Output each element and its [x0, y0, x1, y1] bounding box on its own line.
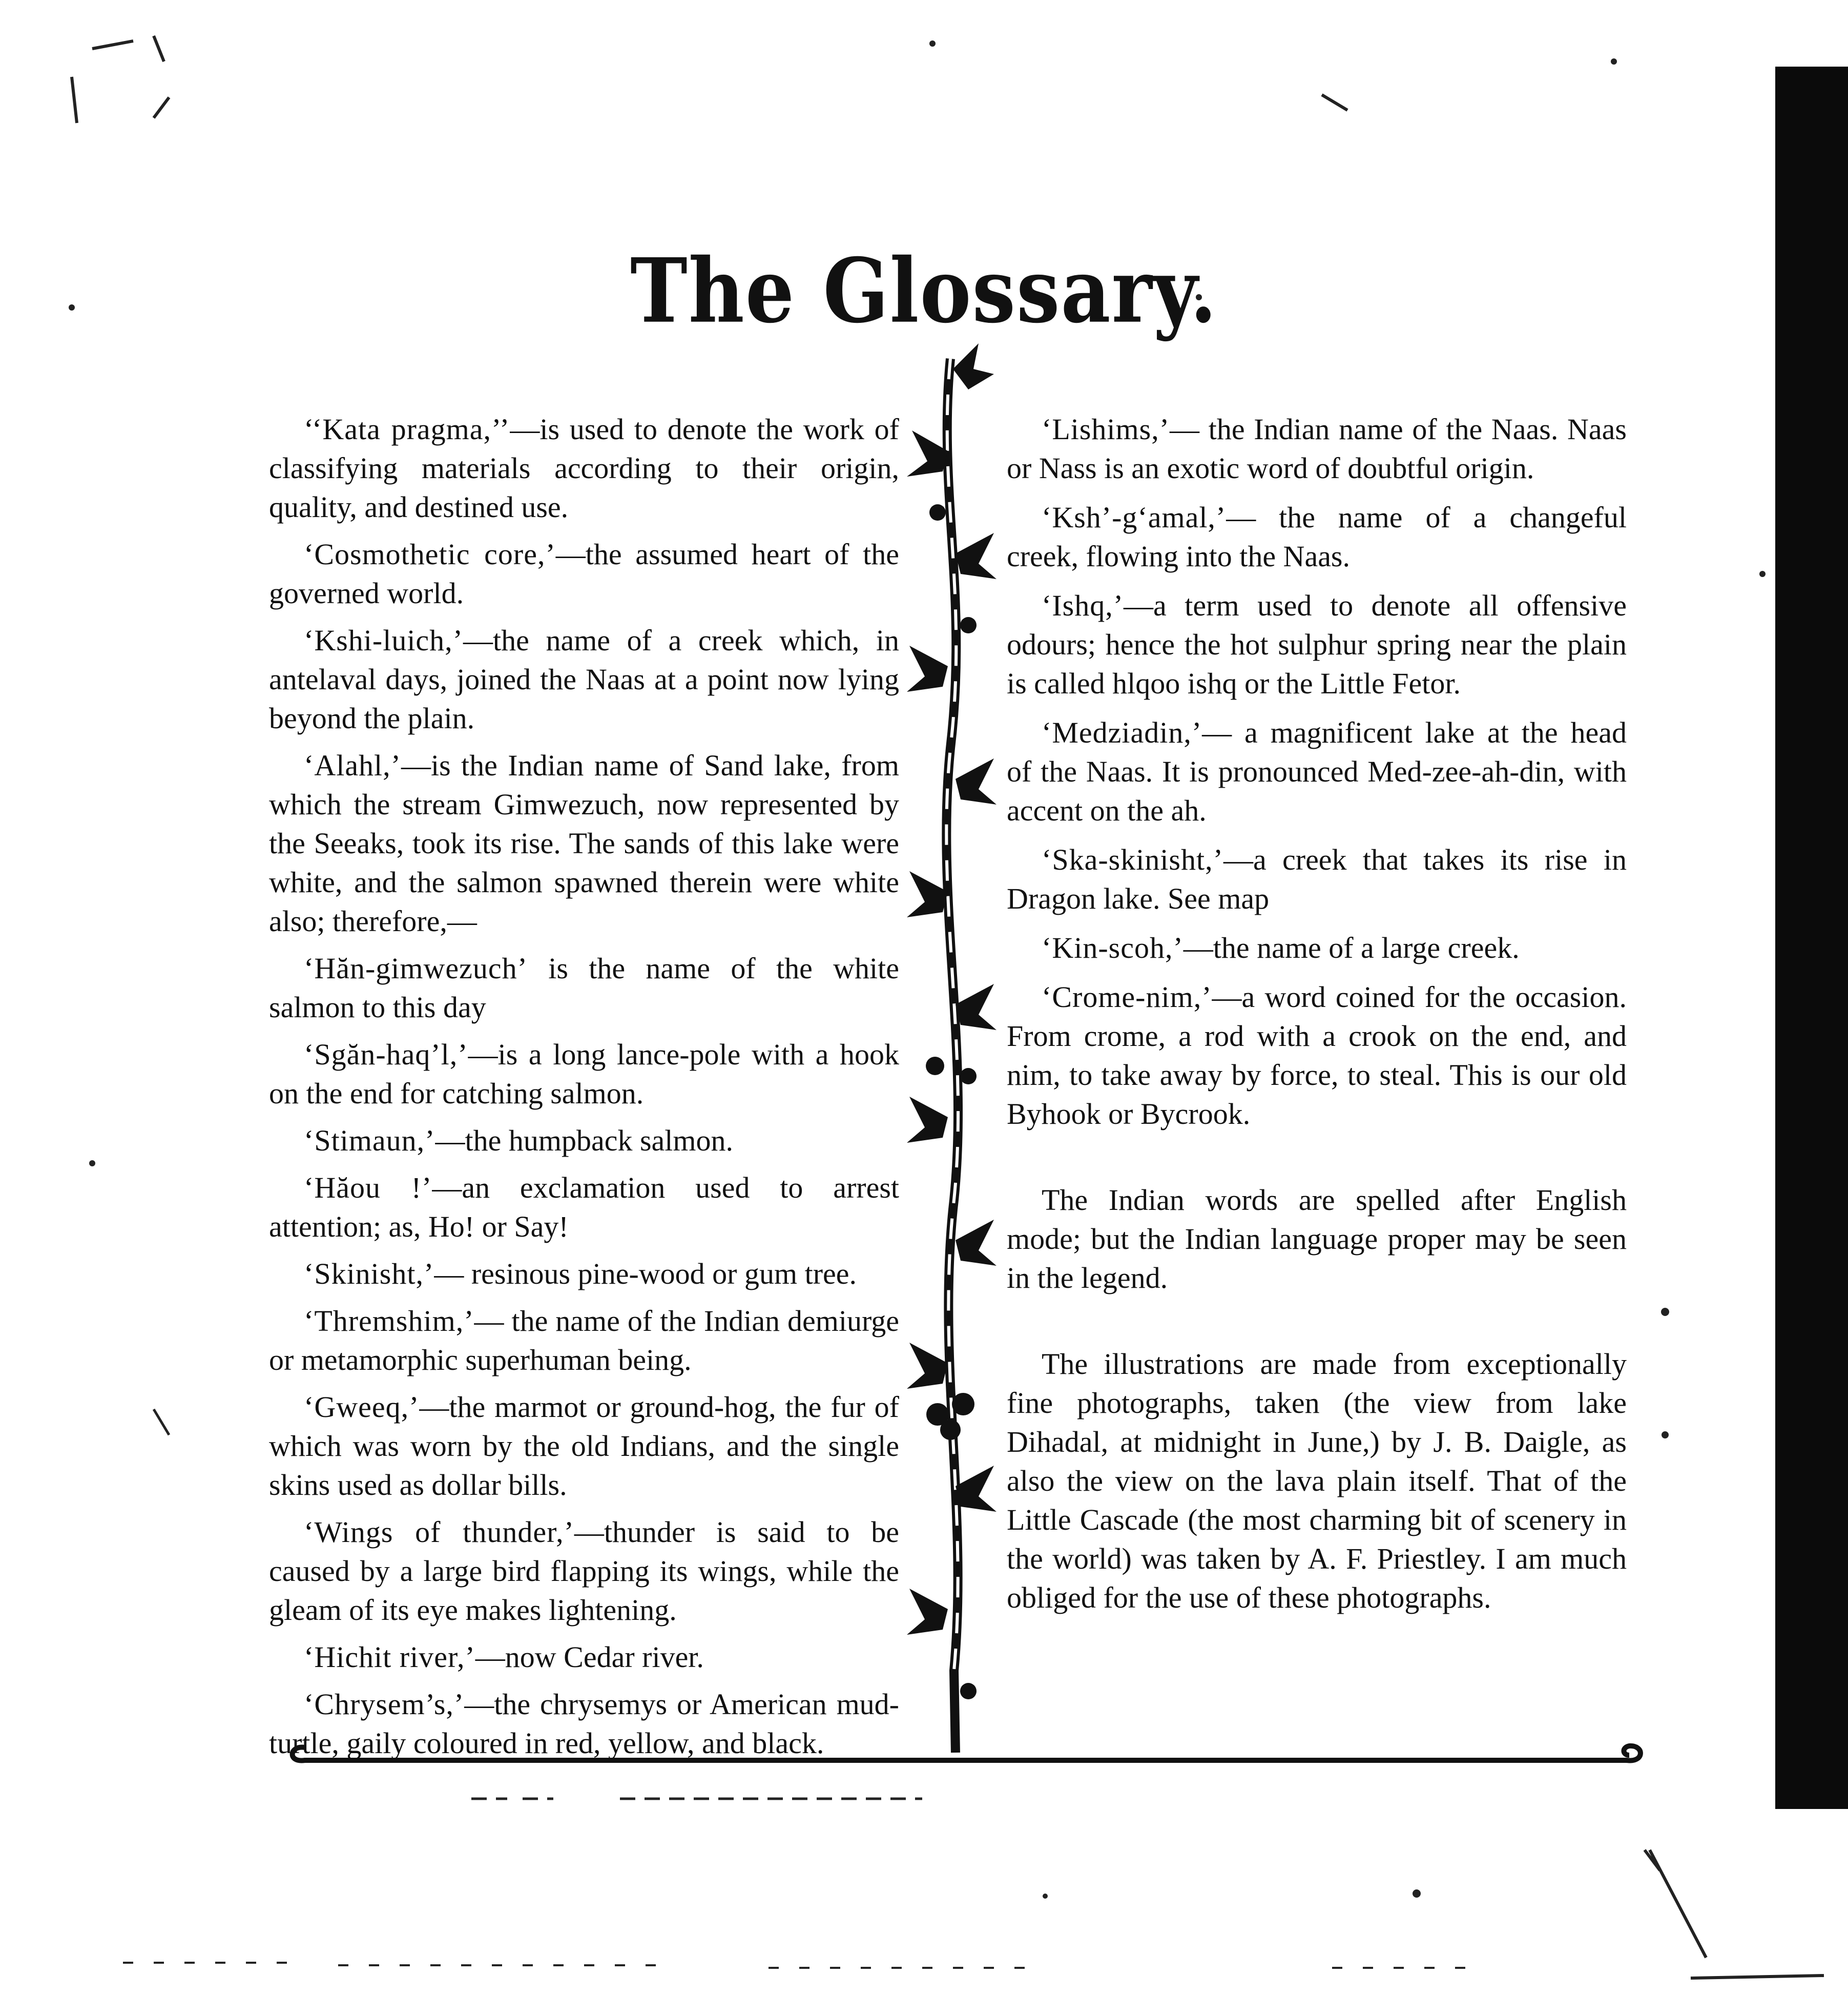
- glossary-entry: [269, 621, 899, 738]
- glossary-definition: —the marmot or ground-hog, the fur of which was worn by the old Indians, and the single skins used as dollar bills.: [269, 1390, 899, 1502]
- glossary-term: ‘Skinisht,’: [304, 1257, 434, 1290]
- glossary-definition: — the name of a changeful creek, flowing into the Naas.: [1007, 501, 1627, 573]
- glossary-entry: [1007, 586, 1627, 703]
- glossary-entry: [1007, 929, 1627, 968]
- glossary-term: ‘Sgăn-haq’l,’: [304, 1038, 468, 1071]
- glossary-entry: [269, 535, 899, 613]
- glossary-definition: —the humpback salmon.: [435, 1124, 733, 1157]
- glossary-entry: [269, 1168, 899, 1246]
- glossary-entry: [1007, 978, 1627, 1134]
- glossary-entry: [1007, 840, 1627, 918]
- glossary-entry: [269, 1513, 899, 1630]
- glossary-definition: —the name of a creek which, in antelaval days, joined the Naas at a point now lying beyond the plain.: [269, 624, 899, 735]
- glossary-definition: — a magnificent lake at the head of the Naas. It is pronounced Med-zee-ah-din, with accent on the ah.: [1007, 716, 1627, 827]
- glossary-entry: [1007, 713, 1627, 830]
- glossary-definition: —the name of a large creek.: [1183, 931, 1520, 964]
- glossary-term: ‘Thremshim,’: [304, 1304, 474, 1338]
- closing-rule-ornament: [284, 1740, 1647, 1771]
- glossary-definition: — the Indian name of the Naas. Naas or Nass is an exotic word of doubtful origin.: [1007, 413, 1627, 485]
- glossary-entry: [269, 1638, 899, 1677]
- glossary-term: ‘Stimaun,’: [304, 1124, 435, 1157]
- glossary-definition: — resinous pine-wood or gum tree.: [434, 1257, 857, 1290]
- glossary-term: ‘Cosmothetic core,’: [304, 538, 556, 571]
- glossary-entry: [269, 1121, 899, 1160]
- glossary-entry: [269, 1035, 899, 1113]
- glossary-definition: —a term used to denote all offensive odours; hence the hot sulphur spring near the plain is called hlqoo ishq or the Little Fetor.: [1007, 589, 1627, 700]
- glossary-term: ‘Chrysem’s,’: [304, 1688, 465, 1721]
- glossary-term: ‘Ksh’-g‘amal,’: [1042, 501, 1227, 534]
- vine-ornament: [907, 338, 999, 1768]
- glossary-definition: —is a long lance-pole with a hook on the end for catching salmon.: [269, 1038, 899, 1110]
- glossary-entry: [269, 1388, 899, 1505]
- glossary-definition: —now Cedar river.: [475, 1640, 704, 1674]
- glossary-definition: is the name of the white salmon to this day: [269, 952, 899, 1024]
- glossary-term: ‘Gweeq,’: [304, 1390, 420, 1424]
- glossary-entry: [1007, 410, 1627, 488]
- glossary-definition: —is the Indian name of Sand lake, from which the stream Gimwezuch, now represented by the Seeaks, took its rise. The sands of this lake were white, and the salmon spawned therein were white also; therefore,—: [269, 749, 899, 938]
- glossary-entry: [1007, 498, 1627, 576]
- glossary-definition: —an exclamation used to arrest attention; as, Ho! or Say!: [269, 1171, 900, 1243]
- glossary-entry: [269, 746, 899, 941]
- glossary-definition: —is used to denote the work of classifying materials according to their origin, quality, and destined use.: [269, 413, 899, 524]
- glossary-definition: — the name of the Indian demiurge or metamorphic superhuman being.: [269, 1304, 899, 1376]
- glossary-definition: —the assumed heart of the governed world.: [269, 538, 899, 610]
- glossary-term: ‘Alahl,’: [304, 749, 401, 782]
- glossary-term: ‘Hăn-gimwezuch’: [304, 952, 528, 985]
- glossary-definition: —a creek that takes its rise in Dragon lake. See map: [1007, 843, 1627, 915]
- glossary-term: ‘Ishq,’: [1042, 589, 1124, 622]
- glossary-term: ‘Ska-skinisht,’: [1042, 843, 1223, 876]
- glossary-term: ‘Wings of thunder,’: [304, 1515, 574, 1549]
- glossary-term: ‘Lishims,’: [1042, 413, 1170, 446]
- glossary-definition: —the chrysemys or American mud-turtle, gaily coloured in red, yellow, and black.: [269, 1688, 899, 1760]
- glossary-term: ‘Hăou !’: [304, 1171, 432, 1204]
- glossary-entry: [269, 410, 899, 527]
- glossary-term: ‘Hichit river,’: [304, 1640, 475, 1674]
- glossary-entry: [269, 949, 899, 1027]
- glossary-left-column: [269, 410, 899, 1771]
- glossary-term: ‘Crome-nim,’: [1042, 980, 1212, 1014]
- glossary-term: ‘Kin-scoh,’: [1042, 931, 1183, 964]
- glossary-entry: [269, 1302, 899, 1380]
- glossary-term: ‘Medziadin,’: [1042, 716, 1202, 749]
- glossary-entry: [269, 1254, 899, 1293]
- glossary-definition: —a word coined for the occasion. From crome, a rod with a crook on the end, and nim, to take away by force, to steal. This is our old Byhook or Bycrook.: [1007, 980, 1627, 1130]
- glossary-term: ‘Kshi-luich,’: [304, 624, 463, 657]
- glossary-term: ‘‘Kata pragma,’’: [304, 413, 510, 446]
- page-title: The Glossary.: [630, 239, 1218, 343]
- credits-note: The illustrations are made from exceptionally fine photographs, taken (the view from lake Dihadal, at midnight in June,) by J. B. Daigle, as also the view on the lava plain itself. That of the Little Cascade (the most charming bit of scenery in the world) was taken by A. F. Priestley. I am much obliged for the use of these photographs.: [1007, 1347, 1627, 1614]
- glossary-right-column: [1007, 410, 1627, 1628]
- glossary-definition: —thunder is said to be caused by a large bird flapping its wings, while the gleam of its eye makes lightening.: [269, 1515, 899, 1627]
- credits-note: The Indian words are spelled after English mode; but the Indian language proper may be seen in the legend.: [1007, 1183, 1627, 1294]
